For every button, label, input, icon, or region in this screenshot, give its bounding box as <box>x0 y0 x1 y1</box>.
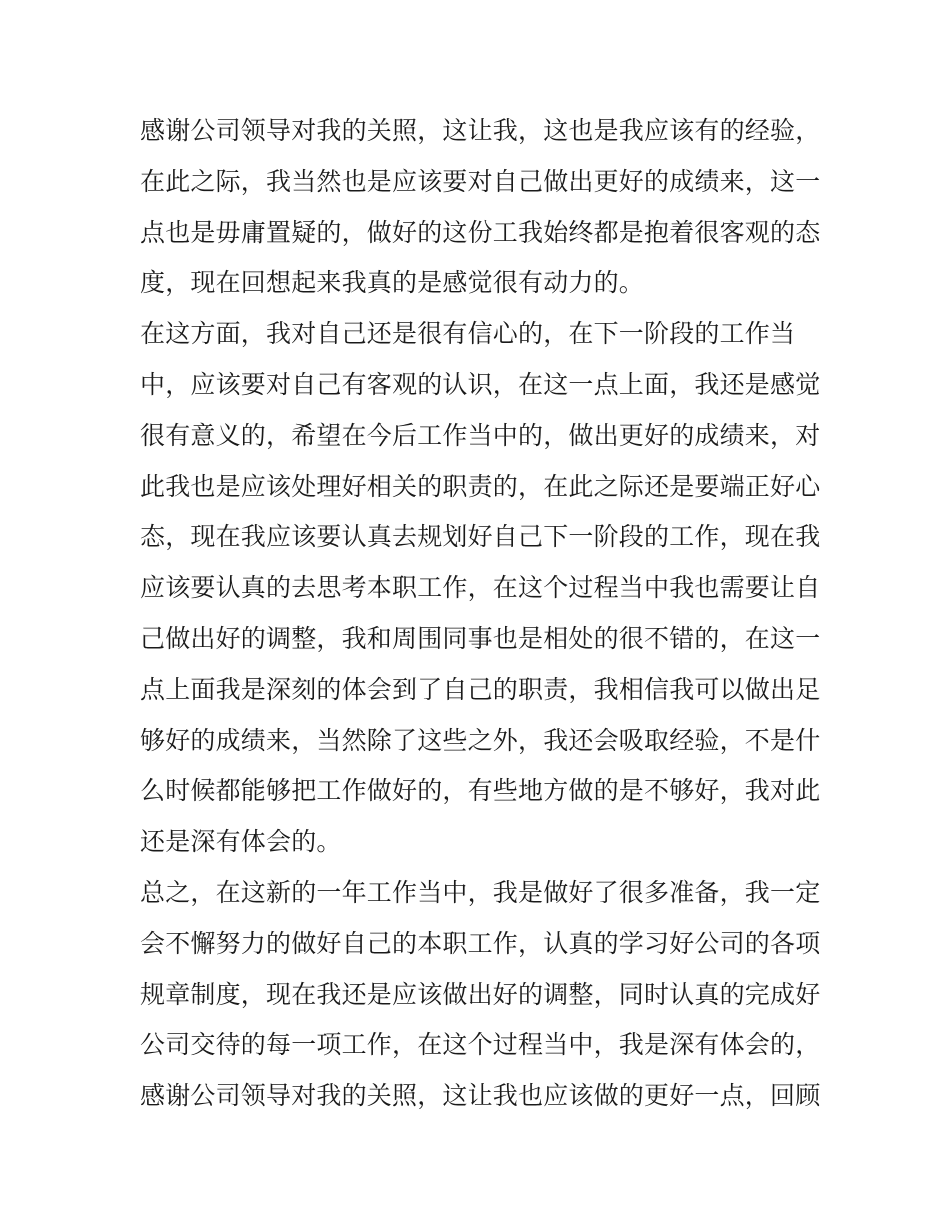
text-line: 此我也是应该处理好相关的职责的，在此之际还是要端正好心 <box>140 471 820 501</box>
text-line: 在这方面，我对自己还是很有信心的，在下一阶段的工作当 <box>140 319 796 349</box>
text-line: 会不懈努力的做好自己的本职工作，认真的学习好公司的各项 <box>140 928 820 958</box>
text-line: 么时候都能够把工作做好的，有些地方做的是不够好，我对此 <box>140 776 820 806</box>
text-line: 点上面我是深刻的体会到了自己的职责，我相信我可以做出足 <box>140 674 820 704</box>
text-line: 态，现在我应该要认真去规划好自己下一阶段的工作，现在我 <box>140 522 820 552</box>
text-line: 应该要认真的去思考本职工作，在这个过程当中我也需要让自 <box>140 573 820 603</box>
text-line: 够好的成绩来，当然除了这些之外，我还会吸取经验，不是什 <box>140 725 820 755</box>
text-line: 感谢公司领导对我的关照，这让我，这也是我应该有的经验， <box>140 116 820 145</box>
text-line: 在此之际，我当然也是应该要对自己做出更好的成绩来，这一 <box>140 166 820 196</box>
text-line: 点也是毋庸置疑的，做好的这份工我始终都是抱着很客观的态 <box>140 217 820 247</box>
paragraph-3 <box>140 868 820 1122</box>
document-body <box>140 106 820 1122</box>
text-line: 度，现在回想起来我真的是感觉很有动力的。 <box>140 268 645 298</box>
text-line: 很有意义的，希望在今后工作当中的，做出更好的成绩来，对 <box>140 420 820 450</box>
text-line: 公司交待的每一项工作，在这个过程当中，我是深有体会的， <box>140 1030 820 1060</box>
paragraph-2 <box>140 309 820 868</box>
paragraph-1 <box>140 106 820 309</box>
text-line: 总之，在这新的一年工作当中，我是做好了很多准备，我一定 <box>140 877 820 907</box>
text-line: 感谢公司领导对我的关照，这让我也应该做的更好一点，回顾 <box>140 1081 820 1111</box>
text-line: 中，应该要对自己有客观的认识，在这一点上面，我还是感觉 <box>140 369 820 399</box>
text-line: 还是深有体会的。 <box>140 827 342 857</box>
text-line: 己做出好的调整，我和周围同事也是相处的很不错的，在这一 <box>140 623 820 653</box>
text-line: 规章制度，现在我还是应该做出好的调整，同时认真的完成好 <box>140 979 820 1009</box>
